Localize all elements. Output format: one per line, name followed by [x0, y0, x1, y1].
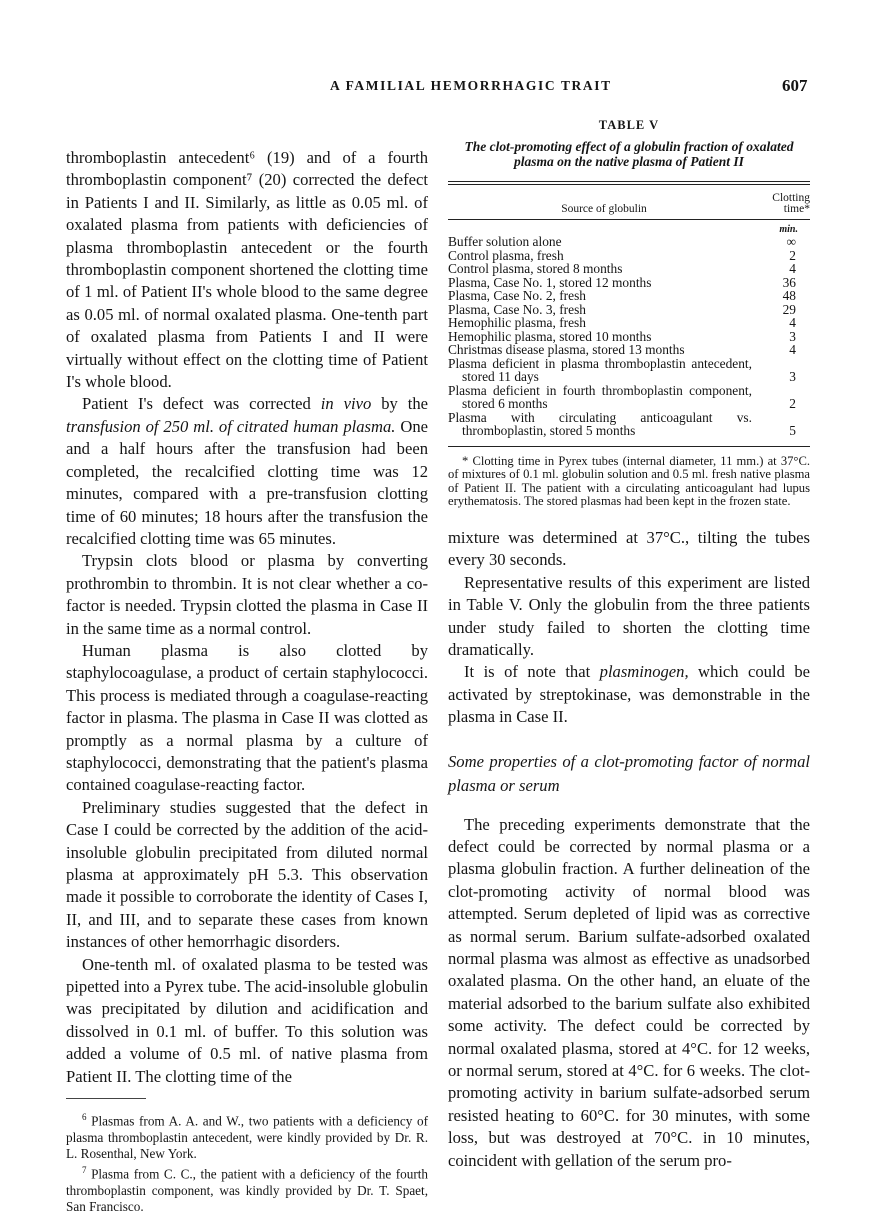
cell-source: Plasma, Case No. 3, fresh — [448, 301, 586, 317]
paragraph — [66, 393, 428, 550]
footnote — [66, 1162, 428, 1215]
cell-source: Control plasma, fresh — [448, 247, 564, 263]
text: One and a half hours after the transfusion had been completed, the recalcified clotting time was 12 minutes, compared with a pre-transfusion clotting time of 60 minutes; 18 hours after the transfusion the recalcified clotting time was 65 minutes. — [66, 416, 428, 548]
left-stack — [66, 147, 428, 1215]
table-row — [448, 330, 810, 344]
cell-time: 4 — [789, 342, 796, 357]
text: It is of note that — [464, 662, 600, 682]
table-label: TABLE V — [598, 118, 660, 132]
table-header — [448, 185, 810, 220]
table-row — [448, 343, 810, 357]
cell-time: 5 — [789, 423, 796, 438]
cell-source: Hemophilic plasma, stored 10 months — [448, 328, 652, 344]
cell-source: Buffer solution alone — [448, 234, 562, 249]
table-row — [448, 276, 810, 290]
table-row — [448, 262, 810, 276]
paragraph: Preliminary studies suggested that the defect in Case I could be corrected by the addition of the acid-insoluble globulin precipitated from diluted normal plasma at approximately pH 5.3. This observation made it possible to corroborate the identity of Cases I, II, and III, and to separate these cases from known instances of other hemorrhagic disorders. — [66, 797, 428, 952]
table-row — [448, 384, 810, 411]
cell-source: Plasma with circulating anticoagulant vs. thromboplastin, stored 5 months — [448, 409, 752, 438]
table-row — [448, 316, 810, 330]
footnote — [66, 1109, 428, 1162]
text: by the — [371, 394, 428, 414]
table-row — [448, 249, 810, 263]
section-heading: Some properties of a clot-promoting factor of normal plasma or serum — [448, 751, 810, 795]
emphasis: transfusion of 250 ml. of citrated human plasma. — [66, 416, 396, 436]
table-v — [448, 118, 810, 509]
paragraph: thromboplastin antecedent⁶ (19) and of a fourth thromboplastin component⁷ (20) corrected the defect in Patients I and II. Similarly, as little as 0.05 ml. of oxalated plasma from patients with deficiencies of plasma thromboplastin antecedent or the fourth thromboplastin component shortened the clotting time of 1 ml. of Patient II's whole blood to the same degree as 0.05 ml. of normal oxalated plasma. One-tenth part of oxalated plasma from Patients I and II were virtually without effect on the clotting time of Patient I's whole blood. — [66, 148, 428, 392]
cell-time: 4 — [789, 315, 796, 330]
cell-time: 3 — [789, 328, 796, 344]
paragraph: One-tenth ml. of oxalated plasma to be tested was pipetted into a Pyrex tube. The acid-insoluble globulin was precipitated by dilution and acidification and dissolved in 0.1 ml. of buffer. To this solution was added a volume of 0.5 ml. of native plasma from Patient II. The clotting time of the — [66, 954, 428, 1086]
cell-time: 2 — [789, 247, 796, 263]
emphasis: plasminogen, — [599, 662, 689, 682]
cell-source: Hemophilic plasma, fresh — [448, 315, 586, 330]
running-title: A FAMILIAL HEMORRHAGIC TRAIT — [330, 78, 612, 93]
footnotes — [66, 1109, 428, 1215]
footnote-mark: 6 — [82, 1112, 87, 1123]
right-column — [448, 527, 810, 1172]
page-number: 607 — [782, 76, 808, 95]
cell-source: Plasma, Case No. 1, stored 12 months — [448, 274, 652, 290]
right-stack — [448, 118, 810, 1172]
cell-source: Plasma deficient in fourth thromboplastin component, stored 6 months — [448, 382, 752, 411]
cell-time: 29 — [782, 301, 796, 317]
table-rule — [448, 446, 810, 447]
paragraph — [448, 661, 810, 728]
cell-source: Christmas disease plasma, stored 13 months — [448, 342, 685, 357]
column-header-clotting-time: Clotting time* — [772, 192, 810, 215]
footnote-text: Plasmas from A. A. and W., two patients with a deficiency of plasma thromboplastin antecedent, were kindly provided by Dr. R. L. Rosenthal, New York. — [66, 1113, 428, 1161]
table-footnote: * Clotting time in Pyrex tubes (internal diameter, 11 mm.) at 37°C. of mixtures of 0.1 ml. globulin solution and 0.5 ml. fresh native plasma of Patient II. The patient with a circulating anticoagulant had lupus erythematosis. The stored plasmas had been kept in the frozen state. — [448, 453, 810, 509]
table-row — [448, 411, 810, 438]
table-row — [448, 303, 810, 317]
left-column — [66, 147, 428, 1088]
table-title: The clot-promoting effect of a globulin fraction of oxalated plasma on the native plasma of Patient II — [464, 139, 794, 169]
text: Patient I's defect was corrected — [82, 394, 321, 414]
emphasis: in vivo — [320, 394, 372, 414]
cell-time: 4 — [789, 261, 796, 276]
unit-label: min. — [779, 224, 798, 235]
paragraph: Representative results of this experiment are listed in Table V. Only the globulin from the three patients under study failed to shorten the clotting time dramatically. — [448, 572, 810, 659]
cell-time: ∞ — [786, 234, 796, 249]
footnote-divider — [66, 1098, 146, 1099]
column-header-source: Source of globulin — [561, 203, 647, 215]
cell-source: Plasma deficient in plasma thromboplastin antecedent, stored 11 days — [448, 355, 752, 384]
cell-time: 48 — [782, 288, 796, 303]
paragraph: The preceding experiments demonstrate that the defect could be corrected by normal plasma or a plasma globulin fraction. A further delineation of the clot-promoting activity of normal blood was attempted. Serum depleted of lipid was as corrective as normal serum. Barium sulfate-adsorbed oxalated normal plasma was almost as effective as unadsorbed oxalated plasma. On the other hand, an eluate of the material adsorbed to the barium sulfate also exhibited some activity. The defect could be corrected by normal oxalated plasma, stored at 4°C. for 12 weeks, or normal serum, stored at 4°C. for 6 weeks. The clot-promoting activity in barium sulfate-adsorbed serum resisted heating to 60°C. for 30 minutes, with some loss, but was destroyed at 70°C. in 10 minutes, coincident with gellation of the serum pro- — [448, 814, 810, 1170]
table-body — [448, 235, 810, 438]
table-row — [448, 235, 810, 249]
paragraph: Trypsin clots blood or plasma by converting prothrombin to thrombin. It is not clear whether a co-factor is needed. Trypsin clotted the plasma in Case II in the same time as a normal control. — [66, 551, 428, 638]
table-row — [448, 289, 810, 303]
paragraph: Human plasma is also clotted by staphylocoagulase, a product of certain staphylococci. This process is mediated through a coagulase-reacting factor in plasma. The plasma in Case II was clotted as promptly as a normal plasma by a culture of staphylococci, demonstrating that the patient's plasma contained coagulase-reacting factor. — [66, 640, 428, 795]
footnote-mark: 7 — [82, 1165, 87, 1176]
text: which could be activated by streptokinase, was demonstrable in the plasma in Case II. — [448, 662, 810, 727]
footnote-text: Plasma from C. C., the patient with a deficiency of the fourth thromboplastin component, was kindly provided by Dr. T. Spaet, San Francisco. — [66, 1166, 428, 1214]
table-row — [448, 357, 810, 384]
cell-time: 36 — [782, 274, 796, 290]
cell-source: Plasma, Case No. 2, fresh — [448, 288, 586, 303]
paragraph: mixture was determined at 37°C., tilting the tubes every 30 seconds. — [448, 527, 810, 570]
cell-time: 2 — [789, 396, 796, 411]
cell-time: 3 — [789, 369, 796, 384]
cell-source: Control plasma, stored 8 months — [448, 261, 623, 276]
